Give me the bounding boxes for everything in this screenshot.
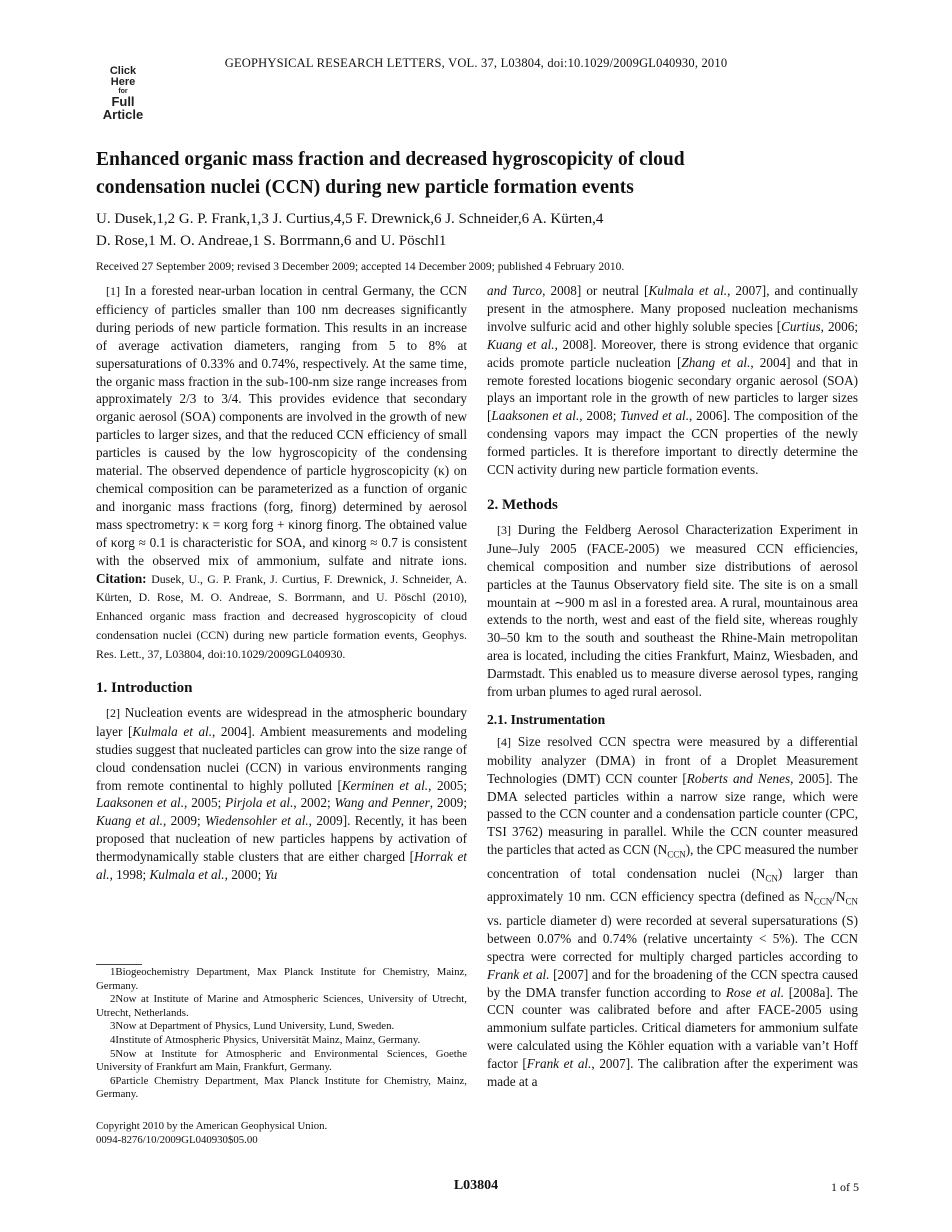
paragraph-marker: [4] [497, 734, 511, 749]
paragraph-4: [4] Size resolved CCN spectra were measured by a differential mobility analyzer (DMA) in front of a Droplet Measurement Technologies (DMT) CCN counter [Roberts and Nenes, 2005]. The DMA selected particles within a narrow size range, which were passed to the CCN counter and a condensation particle counter (CPC, TSI 3762) measuring in parallel. While the CCN counter measured the particles that acted as CCN $(N_{CCN})$, the CPC measured the number concentration of total condensation nuclei $(N_{CN})$ larger than approximately 10 nm. CCN efficiency spectra (defined as $N_{CCN}/N_{CN}$ vs. particle diameter d) were recorded at several supersaturations (S) between 0.07% and 0.74% (relative uncertainty < 5%). The CCN spectra were corrected for multiply charged particles according to Frank et al. [2007] and for the broadening of the CCN spectra caused by the DMA transfer function according to Rose et al. [2008a]. The CCN counter was calibrated before and after FACE-2005 using ammonium sulfate particles. Critical diameters for ammonium sulfate were calculated using the Köhler equation with a variable van’t Hoff factor [Frank et al., 2007]. The calibration after the experiment was made at a [487, 733, 859, 1090]
citation-text: Dusek, U., G. P. Frank, J. Curtius, F. Drewnick, J. Schneider, A. Kürten, D. Rose, M. O. Andreae, S. Borrmann, and U. Pöschl (2010), Enhanced organic mass fraction and decreased hygroscopicity of cloud condensation nuclei (CCN) during new particle formation events, Geophys. Res. Lett., 37, L03804, doi:10.1029/2009GL040930. [96, 571, 468, 662]
paragraph-marker: [2] [106, 705, 120, 720]
footnote: 4Institute of Atmospheric Physics, Universität Mainz, Mainz, Germany. [110, 1033, 421, 1046]
paragraph-2: [2] Nucleation events are widespread in the atmospheric boundary layer [Kulmala et al., 2004]. Ambient measurements and modeling studies suggest that nucleated particles can grow into the size range of cloud condensation nuclei (CCN) in various environments ranging from remote continental to highly polluted [Kerminen et al., 2005; Laaksonen et al., 2005; Pirjola et al., 2002; Wang and Penner, 2009; Kuang et al., 2009; Wiedensohler et al., 2009]. Recently, it has been proposed that nucleation of new particles happens by activation of thermodynamically stable clusters that are either charged [Horrak et al., 1998; Kulmala et al., 2000; Yu [96, 704, 467, 883]
paragraph-2-continued: and Turco, 2008] or neutral [Kulmala et al., 2007], and continually present in the atmosphere. Many proposed nucleation mechanisms involve sulfuric acid and other highly soluble species [Curtius, 2006; Kuang et al., 2008]. Moreover, there is strong evidence that organic acids promote particle nucleation [Zhang et al., 2004] and that in remote forested locations biogenic secondary organic aerosol (SOA) plays an important role in the growth of new particles to larger sizes [Laaksonen et al., 2008; Tunved et al., 2006]. The composition of the condensing vapors may impact the CCN properties of the newly formed particles. It is therefore important to directly determine the CCN activity during new particle formation events. [487, 283, 858, 478]
footnote: 2Now at Institute of Marine and Atmospheric Sciences, University of Utrecht, Utrecht, Netherlands. [96, 993, 467, 1019]
author-list [96, 208, 876, 252]
title-line-2: condensation nuclei (CCN) during new particle formation events [96, 177, 634, 198]
section-2-heading: 2. Methods [487, 496, 558, 513]
page-id: L03804 [453, 1178, 499, 1193]
title-line-1: Enhanced organic mass fraction and decreased hygroscopicity of cloud [96, 149, 685, 170]
badge-line2: Here [110, 76, 136, 88]
page-count: 1 of 5 [831, 1180, 859, 1194]
footnote: 5Now at Institute for Atmospheric and Environmental Sciences, Goethe University of Frankfurt am Main, Frankfurt, Germany. [96, 1047, 467, 1074]
authors-line-1: U. Dusek,1,2 G. P. Frank,1,3 J. Curtius,4,5 F. Drewnick,6 J. Schneider,6 A. Kürten,4 [96, 211, 604, 227]
badge-line3: for [118, 88, 128, 95]
footnote: 6Particle Chemistry Department, Max Planck Institute for Chemistry, Mainz, Germany. [96, 1074, 467, 1101]
paragraph-marker: [1] [106, 284, 120, 298]
abstract-text: In a forested near-urban location in central Germany, the CCN efficiency of particles smaller than 100 nm decreases significantly during periods of new particle formation. This results in an increase of average activation diameters, ranging from 5 to 8% at supersaturations of 0.33% and 0.74%, respectively. At the same time, the organic mass fraction in the sub-100-nm size range increases from approximately 2/3 to 3/4. This provides evidence that secondary organic aerosol (SOA) components are involved in the growth of new particles to larger sizes, and that the reduced CCN efficiency of small particles is caused by the low hygroscopicity of the condensing material. The observed dependence of particle hygroscopicity (κ) on chemical composition can be parameterized as a function of organic and inorganic mass fractions (forg, finorg) determined by aerosol mass spectrometry: κ = κorg forg + κinorg finorg. The obtained value of κorg ≈ 0.1 is characteristic for SOA, and κinorg ≈ 0.7 is consistent with the observed mix of ammonium, sulfate and nitrate ions. [96, 283, 467, 568]
paragraph-3: [3] During the Feldberg Aerosol Characterization Experiment in June–July 2005 (FACE-2005) we measured CCN efficiencies, chemical composition and number size distributions of aerosol particles at the Taunus Observatory field site. The site is on a small mountain at ∼900 m asl in a forested area. A rural, mountainous area extends to the north, west and east of the field site, whereas roughly 30–50 km to the south and southeast the Rhine-Main metropolitan area is located, including the cities Frankfurt, Mainz, Wiesbaden, and Darmstadt. This enabled us to measure diverse aerosol types, ranging from urban plumes to aged rural aerosol. [487, 521, 858, 700]
citation-label: Citation: [96, 570, 147, 586]
copyright-line-2: 0094-8276/10/2009GL040930$05.00 [96, 1133, 258, 1146]
badge-line1: Click [109, 65, 137, 77]
received-dates: Received 27 September 2009; revised 3 December 2009; accepted 14 December 2009; published 4 February 2010. [96, 261, 625, 273]
paragraph-marker: [3] [497, 522, 511, 537]
affiliation-footnotes [96, 966, 467, 1102]
footnote: 1Biogeochemistry Department, Max Planck Institute for Chemistry, Mainz, Germany. [96, 966, 467, 992]
badge-line4: Full [111, 94, 135, 109]
footnote: 3Now at Department of Physics, Lund University, Lund, Sweden. [110, 1020, 395, 1033]
left-column [96, 282, 467, 884]
footnote-rule [96, 964, 142, 965]
copyright-line-1: Copyright 2010 by the American Geophysical Union. [96, 1120, 328, 1132]
badge-line5: Article [102, 107, 144, 122]
right-column [487, 282, 858, 1091]
abstract [96, 282, 467, 664]
section-2-1-heading: 2.1. Instrumentation [487, 711, 606, 727]
running-head: GEOPHYSICAL RESEARCH LETTERS, VOL. 37, L03804, doi:10.1029/2009GL040930, 2010 [224, 56, 728, 70]
full-article-badge[interactable] [92, 66, 154, 122]
copyright [96, 1120, 467, 1147]
authors-line-2: D. Rose,1 M. O. Andreae,1 S. Borrmann,6 and U. Pöschl1 [96, 233, 447, 249]
section-1-heading: 1. Introduction [96, 680, 193, 697]
article-title [96, 146, 876, 202]
